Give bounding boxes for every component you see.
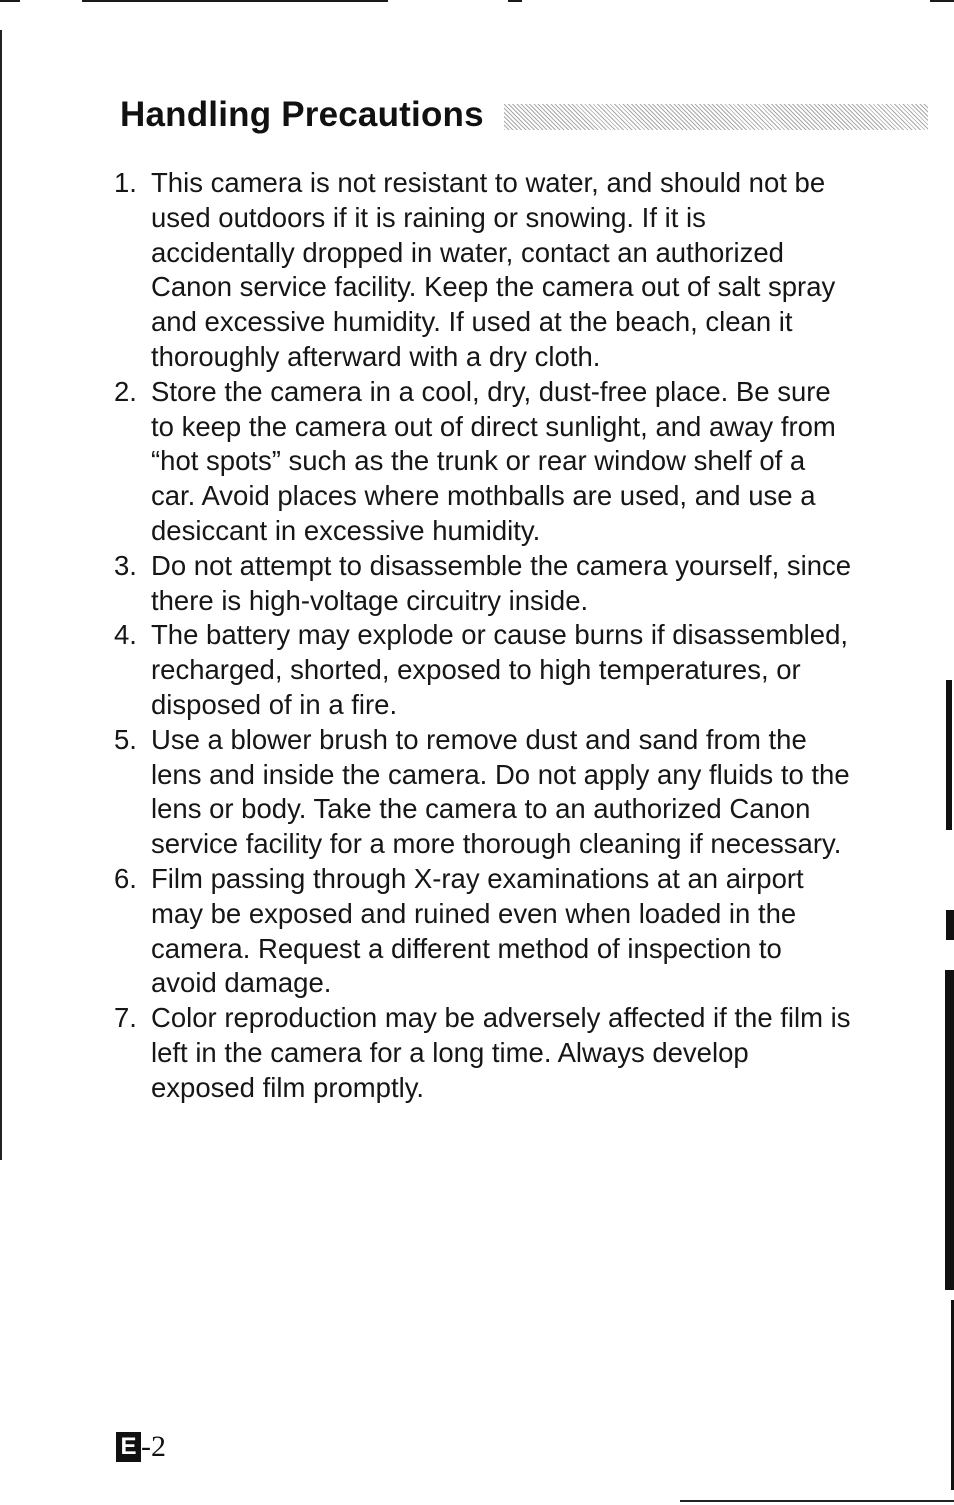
item-number: 1. [114,167,137,198]
list-item [114,166,854,375]
list-item [114,375,854,549]
item-number: 5. [114,723,137,755]
item-text: Store the camera in a cool, dry, dust-free place. Be sure to keep the camera out of direct sunlight, and away from “hot spots” such as the trunk or rear window shelf of a car. Avoid places where mothballs are used, and use a desiccant in excessive humidity. [151,375,836,546]
scan-edge-right [940,680,954,1500]
list-item [114,862,854,1001]
scan-edge-left [0,30,2,1160]
scan-edge-bottom [680,1500,954,1502]
precautions-list [114,166,854,1106]
title-hatch-rule [504,104,928,130]
item-number: 3. [114,549,137,581]
item-text: This camera is not resistant to water, and should not be used outdoors if it is raining or snowing. If it is accidentally dropped in water, contact an authorized Canon service facility. Keep the camera out of salt spray and excessive humidity. If used at the beach, clean it thoroughly afterward with a dry cloth. [151,167,836,372]
list-item [114,723,854,862]
item-number: 4. [114,619,137,651]
item-text: Color reproduction may be adversely affected if the film is left in the camera for a long time. Always develop exposed film promptly. [151,1002,851,1103]
item-number: 6. [114,862,137,894]
list-item [114,1001,854,1105]
scan-edge-top [0,0,954,3]
page-number: -2 [141,1430,166,1463]
page-footer [116,1432,166,1462]
item-text: The battery may explode or cause burns if disassembled, recharged, shorted, exposed to high temperatures, or disposed of in a fire. [151,619,849,720]
list-item [114,549,854,619]
item-text: Film passing through X-ray examinations at an airport may be exposed and ruined even when loaded in the camera. Request a different method of inspection to avoid damage. [151,862,804,999]
list-item [114,618,854,722]
item-number: 2. [114,375,137,407]
item-text: Use a blower brush to remove dust and sand from the lens and inside the camera. Do not apply any fluids to the lens or body. Take the camera to an authorized Canon service facility for a more thorough cleaning if necessary. [151,723,850,860]
page-title: Handling Precautions [120,95,484,134]
item-text: Do not attempt to disassemble the camera yourself, since there is high-voltage circuitry inside. [151,549,852,616]
item-number: 7. [114,1002,137,1034]
heading-row [120,92,928,138]
language-badge: E [116,1432,141,1462]
